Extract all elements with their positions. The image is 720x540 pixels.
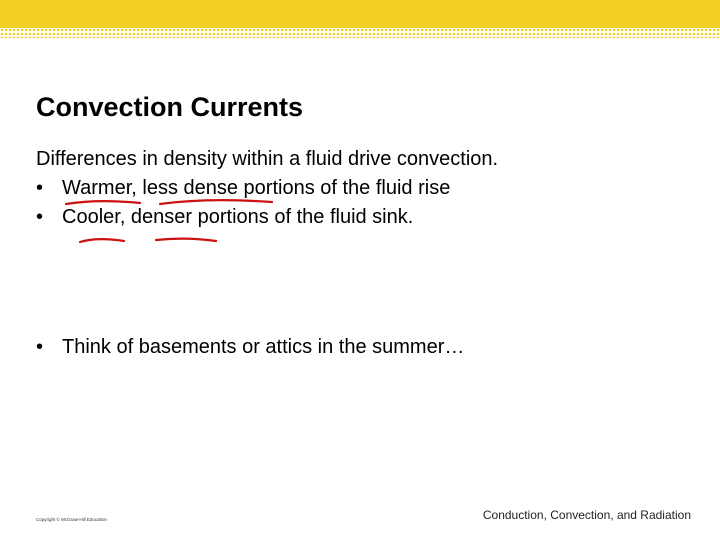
- underline-cooler: [80, 239, 124, 242]
- lower-bullet-item: [36, 336, 464, 359]
- bullet-marker: •: [36, 206, 44, 228]
- header-dot-pattern: [0, 28, 720, 38]
- bullet-item: [36, 174, 498, 203]
- bullet-marker: •: [36, 336, 44, 358]
- bullet-text: Cooler, denser portions of the fluid sink.: [62, 206, 414, 228]
- underline-denser: [156, 239, 216, 241]
- intro-text: Differences in density within a fluid drive convection.: [36, 148, 499, 170]
- bullet-marker: •: [36, 177, 44, 199]
- slide-title: Convection Currents: [36, 92, 304, 122]
- bullet-text: Think of basements or attics in the summer…: [62, 336, 465, 358]
- footer-section-title: Conduction, Convection, and Radiation: [482, 508, 691, 522]
- bullet-text: Warmer, less dense portions of the fluid rise: [62, 177, 451, 199]
- copyright-notice: Copyright © McGraw-Hill Education: [36, 517, 107, 522]
- slide-body: [36, 145, 498, 232]
- header-band: [0, 0, 720, 28]
- bullet-item: [36, 203, 498, 232]
